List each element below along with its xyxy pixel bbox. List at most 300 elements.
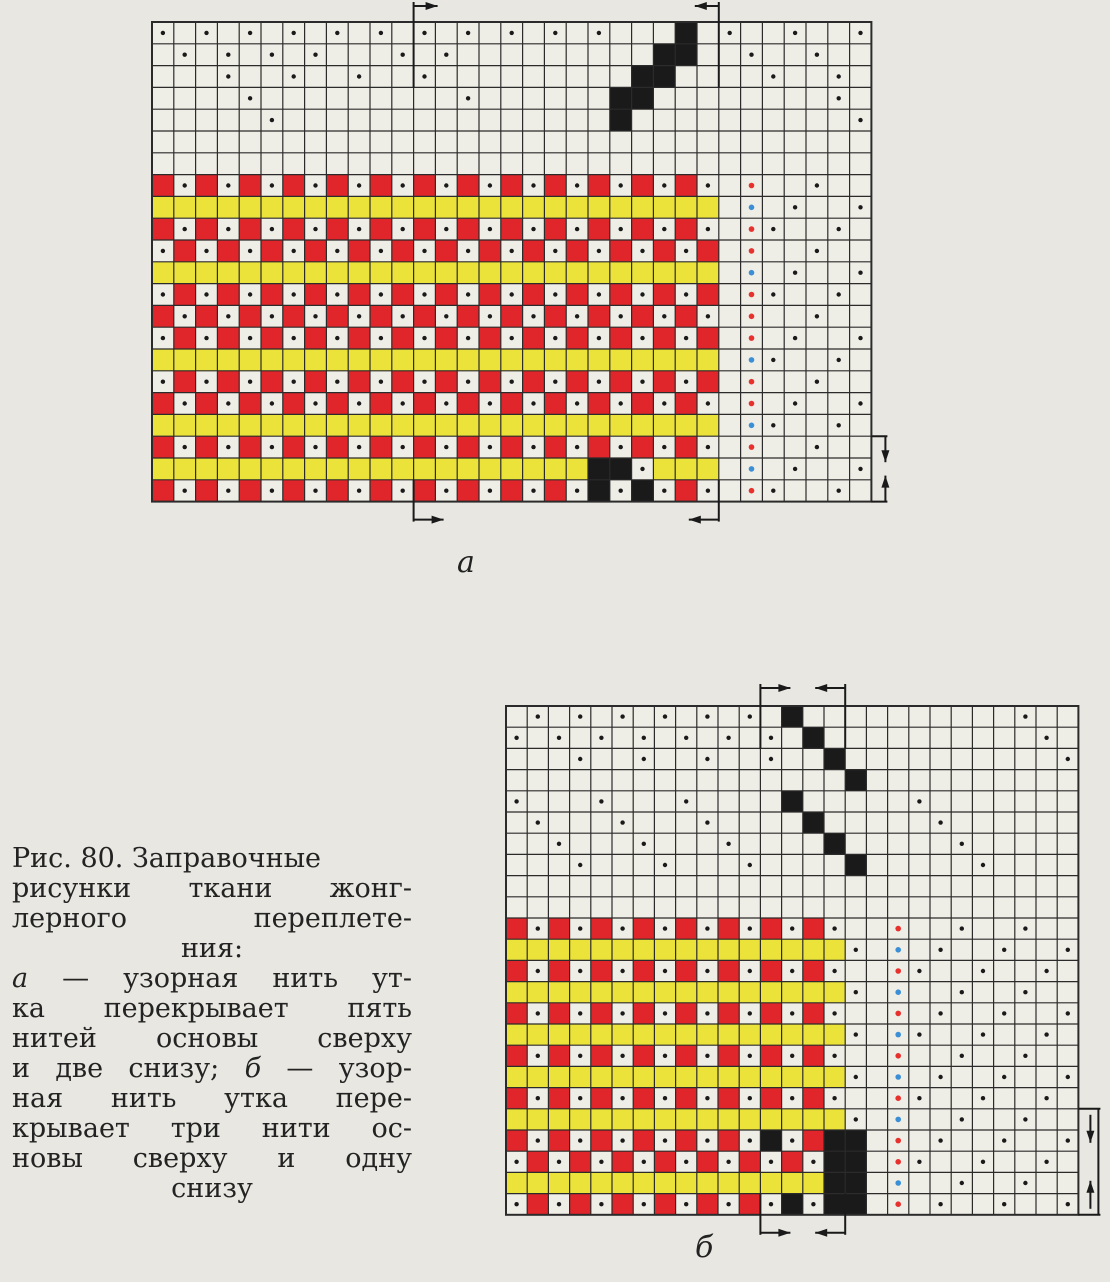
grid-dot bbox=[313, 445, 317, 449]
cell-red bbox=[566, 284, 588, 306]
grid-dot bbox=[313, 183, 317, 187]
cell-red bbox=[570, 1151, 591, 1172]
bracket-arrow-head bbox=[426, 2, 438, 10]
cell-red bbox=[697, 240, 719, 262]
cell-yellow bbox=[457, 262, 479, 284]
grid-dot bbox=[684, 799, 688, 803]
grid-dot bbox=[557, 842, 561, 846]
grid-dot bbox=[895, 926, 901, 932]
cell-yellow bbox=[633, 939, 654, 960]
grid-dot bbox=[748, 1138, 752, 1142]
cell-yellow bbox=[348, 349, 370, 371]
grid-dot bbox=[663, 863, 667, 867]
grid-dot bbox=[790, 969, 794, 973]
grid-dot bbox=[553, 336, 557, 340]
grid-dot bbox=[270, 118, 274, 122]
cell-yellow bbox=[803, 1109, 824, 1130]
grid-dot bbox=[705, 969, 709, 973]
weave-draft-b bbox=[490, 670, 1110, 1240]
grid-dot bbox=[226, 314, 230, 318]
cell-yellow bbox=[697, 1024, 718, 1045]
cell-red bbox=[326, 175, 348, 197]
grid-dot bbox=[917, 799, 921, 803]
cell-red bbox=[457, 175, 479, 197]
cell-yellow bbox=[544, 262, 566, 284]
cell-yellow bbox=[548, 939, 569, 960]
grid-dot bbox=[728, 31, 732, 35]
cell-red bbox=[739, 1151, 760, 1172]
cell-yellow bbox=[261, 262, 283, 284]
grid-dot bbox=[790, 1011, 794, 1015]
grid-dot bbox=[357, 183, 361, 187]
cell-yellow bbox=[653, 196, 675, 218]
figure-caption bbox=[12, 844, 412, 1204]
cell-red bbox=[633, 1130, 654, 1151]
cell-yellow bbox=[718, 1172, 739, 1193]
grid-dot bbox=[620, 820, 624, 824]
grid-dot bbox=[1002, 1075, 1006, 1079]
cell-red bbox=[523, 284, 545, 306]
grid-dot bbox=[684, 1160, 688, 1164]
grid-dot bbox=[895, 1180, 901, 1186]
grid-dot bbox=[981, 863, 985, 867]
grid-dot bbox=[662, 183, 666, 187]
grid-dot bbox=[422, 31, 426, 35]
grid-dot bbox=[837, 292, 841, 296]
grid-dot bbox=[749, 401, 755, 407]
grid-dot bbox=[270, 314, 274, 318]
cell-yellow bbox=[566, 262, 588, 284]
bracket-arrow-head bbox=[815, 1229, 827, 1237]
cell-yellow bbox=[196, 262, 218, 284]
cell-yellow bbox=[782, 1172, 803, 1193]
cell-red bbox=[217, 327, 239, 349]
caption-line: ния: bbox=[180, 933, 244, 964]
cell-yellow bbox=[610, 196, 632, 218]
cell-yellow bbox=[479, 458, 501, 480]
cell-red bbox=[174, 284, 196, 306]
grid-dot bbox=[444, 401, 448, 405]
cell-red bbox=[305, 240, 327, 262]
grid-dot bbox=[1023, 714, 1027, 718]
cell-red bbox=[632, 305, 654, 327]
cell-red bbox=[283, 393, 305, 415]
cell-yellow bbox=[435, 262, 457, 284]
cell-black bbox=[782, 1194, 803, 1215]
grid-dot bbox=[706, 445, 710, 449]
cell-yellow bbox=[152, 458, 174, 480]
grid-dot bbox=[357, 401, 361, 405]
grid-dot bbox=[837, 358, 841, 362]
grid-dot bbox=[832, 1096, 836, 1100]
cell-red bbox=[632, 175, 654, 197]
cell-red bbox=[174, 327, 196, 349]
grid-dot bbox=[640, 249, 644, 253]
cell-yellow bbox=[152, 262, 174, 284]
grid-dot bbox=[832, 1011, 836, 1015]
cell-black bbox=[845, 1151, 866, 1172]
grid-dot bbox=[705, 820, 709, 824]
cell-yellow bbox=[697, 349, 719, 371]
cell-yellow bbox=[479, 262, 501, 284]
grid-dot bbox=[705, 1138, 709, 1142]
grid-dot bbox=[401, 445, 405, 449]
cell-yellow bbox=[760, 1172, 781, 1193]
caption-title: Рис. 80. Заправочные bbox=[12, 843, 322, 874]
grid-dot bbox=[684, 292, 688, 296]
cell-yellow bbox=[239, 414, 261, 436]
grid-dot bbox=[858, 31, 862, 35]
cell-red bbox=[152, 175, 174, 197]
cell-red bbox=[718, 1088, 739, 1109]
grid-dot bbox=[357, 74, 361, 78]
grid-dot bbox=[1002, 1202, 1006, 1206]
cell-yellow bbox=[782, 939, 803, 960]
grid-dot bbox=[749, 53, 753, 57]
grid-dot bbox=[749, 205, 755, 211]
cell-yellow bbox=[261, 414, 283, 436]
grid-dot bbox=[597, 292, 601, 296]
cell-yellow bbox=[803, 1024, 824, 1045]
grid-dot bbox=[444, 227, 448, 231]
cell-yellow bbox=[610, 414, 632, 436]
caption-line: нитей основы сверху bbox=[12, 1023, 412, 1054]
cell-yellow bbox=[348, 196, 370, 218]
grid-dot bbox=[706, 489, 710, 493]
cell-red bbox=[675, 480, 697, 502]
cell-yellow bbox=[824, 1066, 845, 1087]
grid-dot bbox=[938, 948, 942, 952]
cell-yellow bbox=[697, 982, 718, 1003]
cell-red bbox=[653, 327, 675, 349]
cell-red bbox=[591, 918, 612, 939]
cell-black bbox=[675, 22, 697, 44]
cell-yellow bbox=[803, 1172, 824, 1193]
cell-red bbox=[591, 960, 612, 981]
cell-yellow bbox=[697, 939, 718, 960]
grid-dot bbox=[895, 1201, 901, 1207]
cell-yellow bbox=[435, 414, 457, 436]
grid-dot bbox=[536, 1096, 540, 1100]
cell-yellow bbox=[612, 1066, 633, 1087]
cell-red bbox=[653, 284, 675, 306]
grid-dot bbox=[226, 445, 230, 449]
grid-dot bbox=[662, 401, 666, 405]
grid-dot bbox=[248, 249, 252, 253]
grid-dot bbox=[466, 96, 470, 100]
cell-yellow bbox=[675, 349, 697, 371]
grid-dot bbox=[557, 1160, 561, 1164]
cell-yellow bbox=[392, 458, 414, 480]
grid-dot bbox=[815, 314, 819, 318]
cell-yellow bbox=[217, 414, 239, 436]
cell-yellow bbox=[506, 1066, 527, 1087]
grid-dot bbox=[663, 1011, 667, 1015]
cell-yellow bbox=[570, 1024, 591, 1045]
grid-dot bbox=[895, 947, 901, 953]
grid-dot bbox=[749, 379, 755, 385]
cell-yellow bbox=[479, 196, 501, 218]
cell-red bbox=[697, 284, 719, 306]
grid-dot bbox=[599, 799, 603, 803]
grid-dot bbox=[270, 53, 274, 57]
bracket-arrow-head bbox=[881, 476, 889, 488]
grid-dot bbox=[292, 249, 296, 253]
cell-yellow bbox=[523, 262, 545, 284]
grid-dot bbox=[536, 969, 540, 973]
cell-red bbox=[610, 327, 632, 349]
cell-yellow bbox=[632, 262, 654, 284]
grid-dot bbox=[895, 1117, 901, 1123]
grid-dot bbox=[748, 714, 752, 718]
grid-dot bbox=[313, 227, 317, 231]
grid-dot bbox=[357, 227, 361, 231]
cell-red bbox=[239, 393, 261, 415]
cell-red bbox=[435, 284, 457, 306]
grid-dot bbox=[1002, 1011, 1006, 1015]
grid-dot bbox=[917, 1096, 921, 1100]
cell-red bbox=[548, 1045, 569, 1066]
cell-red bbox=[261, 284, 283, 306]
grid-dot bbox=[640, 380, 644, 384]
cell-yellow bbox=[570, 939, 591, 960]
grid-dot bbox=[553, 249, 557, 253]
cell-red bbox=[506, 1130, 527, 1151]
grid-dot bbox=[531, 314, 535, 318]
grid-dot bbox=[640, 336, 644, 340]
cell-black bbox=[610, 458, 632, 480]
cell-red bbox=[588, 393, 610, 415]
grid-dot bbox=[749, 423, 755, 429]
grid-dot bbox=[204, 380, 208, 384]
grid-dot bbox=[401, 183, 405, 187]
grid-dot bbox=[514, 799, 518, 803]
cell-red bbox=[174, 371, 196, 393]
cell-red bbox=[588, 436, 610, 458]
cell-red bbox=[479, 284, 501, 306]
cell-black bbox=[588, 458, 610, 480]
cell-red bbox=[217, 240, 239, 262]
grid-dot bbox=[938, 1075, 942, 1079]
grid-dot bbox=[895, 1053, 901, 1059]
grid-dot bbox=[379, 249, 383, 253]
grid-dot bbox=[832, 969, 836, 973]
cell-yellow bbox=[527, 982, 548, 1003]
grid-dot bbox=[769, 736, 773, 740]
caption-line: ка перекрывает пять bbox=[12, 993, 412, 1024]
cell-yellow bbox=[803, 1066, 824, 1087]
cell-yellow bbox=[548, 1172, 569, 1193]
cell-yellow bbox=[676, 982, 697, 1003]
grid-dot bbox=[790, 926, 794, 930]
grid-dot bbox=[705, 926, 709, 930]
cell-red bbox=[544, 175, 566, 197]
cell-yellow bbox=[739, 1066, 760, 1087]
cell-red bbox=[196, 305, 218, 327]
grid-dot bbox=[938, 1011, 942, 1015]
cell-yellow bbox=[782, 982, 803, 1003]
cell-black bbox=[845, 1194, 866, 1215]
grid-dot bbox=[204, 292, 208, 296]
grid-dot bbox=[1066, 757, 1070, 761]
cell-red bbox=[479, 371, 501, 393]
cell-yellow bbox=[803, 939, 824, 960]
cell-yellow bbox=[591, 982, 612, 1003]
cell-yellow bbox=[570, 1172, 591, 1193]
grid-dot bbox=[270, 227, 274, 231]
cell-red bbox=[152, 393, 174, 415]
cell-black bbox=[824, 748, 845, 769]
cell-yellow bbox=[654, 1066, 675, 1087]
cell-red bbox=[152, 436, 174, 458]
cell-red bbox=[548, 960, 569, 981]
grid-dot bbox=[981, 969, 985, 973]
cell-red bbox=[152, 305, 174, 327]
cell-yellow bbox=[588, 414, 610, 436]
cell-red bbox=[506, 1045, 527, 1066]
cell-black bbox=[803, 812, 824, 833]
cell-red bbox=[676, 1045, 697, 1066]
cell-black bbox=[845, 854, 866, 875]
cell-red bbox=[348, 240, 370, 262]
cell-black bbox=[610, 87, 632, 109]
grid-dot bbox=[619, 227, 623, 231]
cell-red bbox=[435, 371, 457, 393]
bracket-arrow-head bbox=[778, 684, 790, 692]
cell-yellow bbox=[370, 414, 392, 436]
cell-yellow bbox=[435, 458, 457, 480]
cell-red bbox=[803, 960, 824, 981]
cell-yellow bbox=[174, 196, 196, 218]
grid-dot bbox=[292, 380, 296, 384]
grid-dot bbox=[1023, 990, 1027, 994]
cell-yellow bbox=[653, 349, 675, 371]
cell-red bbox=[544, 436, 566, 458]
grid-dot bbox=[183, 401, 187, 405]
grid-dot bbox=[620, 969, 624, 973]
cell-yellow bbox=[566, 196, 588, 218]
cell-red bbox=[239, 436, 261, 458]
grid-dot bbox=[771, 358, 775, 362]
cell-red bbox=[479, 327, 501, 349]
cell-yellow bbox=[196, 196, 218, 218]
grid-dot bbox=[161, 31, 165, 35]
grid-dot bbox=[837, 227, 841, 231]
grid-dot bbox=[335, 249, 339, 253]
cell-red bbox=[527, 1151, 548, 1172]
grid-dot bbox=[335, 292, 339, 296]
cell-yellow bbox=[654, 939, 675, 960]
grid-dot bbox=[599, 1160, 603, 1164]
bracket-arrow-head bbox=[815, 684, 827, 692]
grid-dot bbox=[1066, 1011, 1070, 1015]
grid-dot bbox=[619, 489, 623, 493]
grid-dot bbox=[832, 1054, 836, 1058]
cell-red bbox=[457, 393, 479, 415]
grid-dot bbox=[960, 1117, 964, 1121]
grid-dot bbox=[854, 1032, 858, 1036]
cell-yellow bbox=[261, 196, 283, 218]
bracket-arrow-head bbox=[432, 516, 444, 524]
cell-red bbox=[544, 480, 566, 502]
grid-dot bbox=[771, 74, 775, 78]
grid-dot bbox=[226, 74, 230, 78]
grid-dot bbox=[793, 31, 797, 35]
grid-dot bbox=[684, 336, 688, 340]
grid-dot bbox=[858, 336, 862, 340]
grid-dot bbox=[488, 227, 492, 231]
grid-dot bbox=[444, 445, 448, 449]
cell-yellow bbox=[414, 349, 436, 371]
cell-red bbox=[591, 1088, 612, 1109]
cell-red bbox=[654, 1151, 675, 1172]
grid-dot bbox=[575, 227, 579, 231]
cell-red bbox=[305, 371, 327, 393]
grid-dot bbox=[854, 990, 858, 994]
grid-dot bbox=[748, 969, 752, 973]
cell-red bbox=[760, 1088, 781, 1109]
grid-dot bbox=[578, 1138, 582, 1142]
cell-red bbox=[633, 1045, 654, 1066]
grid-dot bbox=[837, 423, 841, 427]
cell-yellow bbox=[392, 262, 414, 284]
cell-red bbox=[632, 393, 654, 415]
cell-black bbox=[845, 1130, 866, 1151]
grid-dot bbox=[335, 31, 339, 35]
cell-red bbox=[760, 1003, 781, 1024]
cell-yellow bbox=[370, 349, 392, 371]
grid-dot bbox=[917, 1160, 921, 1164]
grid-dot bbox=[619, 314, 623, 318]
cell-red bbox=[435, 240, 457, 262]
bracket-arrow-head bbox=[1086, 1181, 1094, 1193]
caption-line: лерного переплете- bbox=[12, 903, 412, 934]
grid-dot bbox=[793, 205, 797, 209]
cell-yellow bbox=[591, 939, 612, 960]
grid-dot bbox=[270, 401, 274, 405]
grid-dot bbox=[597, 31, 601, 35]
cell-yellow bbox=[348, 458, 370, 480]
cell-yellow bbox=[174, 262, 196, 284]
cell-yellow bbox=[612, 982, 633, 1003]
grid-dot bbox=[514, 1160, 518, 1164]
cell-yellow bbox=[697, 1109, 718, 1130]
grid-dot bbox=[401, 314, 405, 318]
grid-dot bbox=[248, 336, 252, 340]
grid-dot bbox=[749, 335, 755, 341]
grid-dot bbox=[466, 249, 470, 253]
cell-red bbox=[523, 240, 545, 262]
grid-dot bbox=[422, 336, 426, 340]
cell-yellow bbox=[506, 1024, 527, 1045]
cell-yellow bbox=[326, 458, 348, 480]
cell-red bbox=[326, 480, 348, 502]
grid-dot bbox=[357, 445, 361, 449]
cell-yellow bbox=[501, 349, 523, 371]
cell-yellow bbox=[348, 262, 370, 284]
cell-yellow bbox=[782, 1066, 803, 1087]
grid-dot bbox=[837, 489, 841, 493]
grid-dot bbox=[578, 757, 582, 761]
grid-dot bbox=[313, 53, 317, 57]
cell-red bbox=[588, 218, 610, 240]
grid-dot bbox=[938, 1138, 942, 1142]
grid-dot bbox=[662, 489, 666, 493]
grid-dot bbox=[531, 445, 535, 449]
cell-yellow bbox=[239, 262, 261, 284]
cell-yellow bbox=[633, 982, 654, 1003]
grid-dot bbox=[749, 270, 755, 276]
